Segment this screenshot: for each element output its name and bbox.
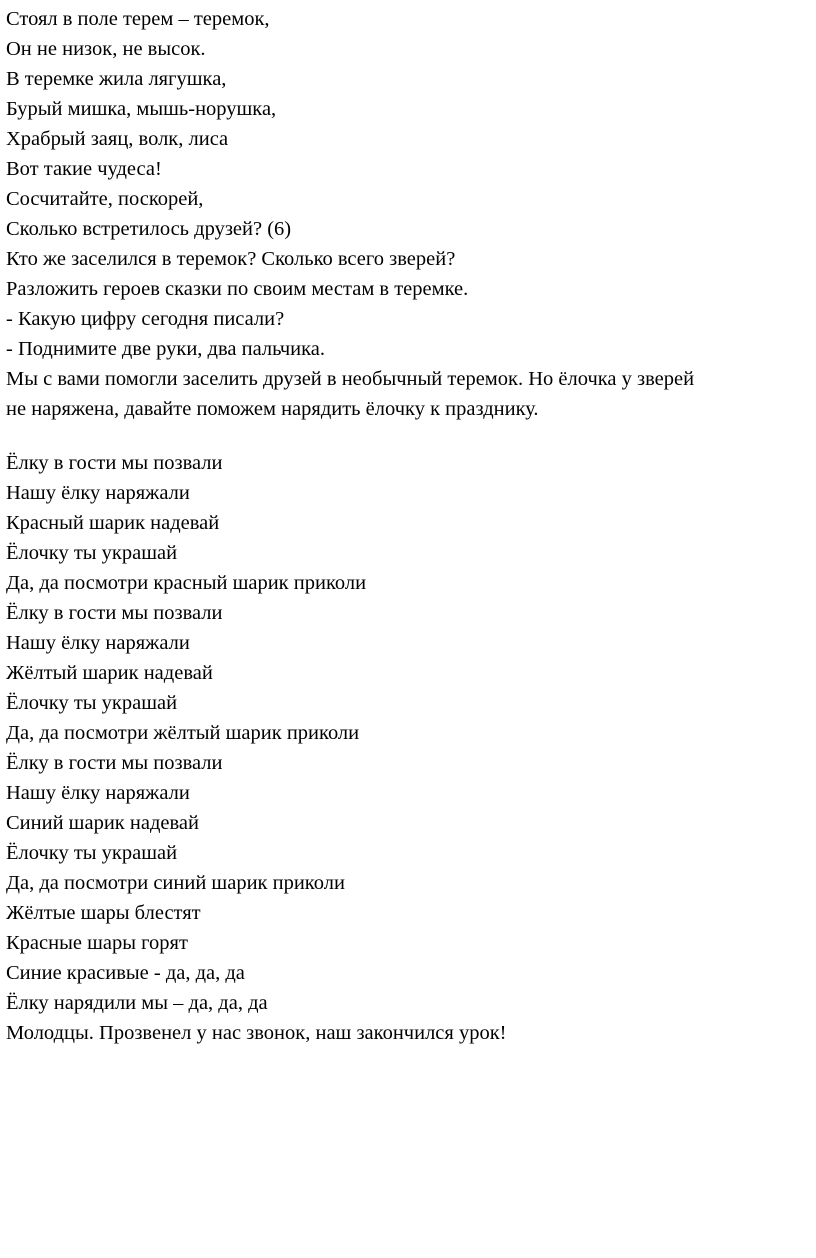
- text-line: Сосчитайте, поскорей,: [6, 188, 204, 210]
- text-line: Мы с вами помогли заселить друзей в необычный теремок. Но ёлочка у зверей: [6, 368, 695, 390]
- song-line: Ёлочку ты украшай: [6, 692, 178, 714]
- text-line: Он не низок, не высок.: [6, 38, 206, 60]
- text-line: - Поднимите две руки, два пальчика.: [6, 338, 326, 360]
- text-line: Бурый мишка, мышь-норушка,: [6, 98, 277, 120]
- text-line: Сколько встретилось друзей? (6): [6, 218, 292, 240]
- song-line: Ёлку нарядили мы – да, да, да: [6, 992, 268, 1014]
- text-line: - Какую цифру сегодня писали?: [6, 308, 285, 330]
- song-block: [6, 448, 816, 1048]
- song-line: Жёлтый шарик надевай: [6, 662, 213, 684]
- song-line: Красные шары горят: [6, 932, 188, 954]
- song-line: Нашу ёлку наряжали: [6, 782, 190, 804]
- verse-block: [6, 4, 816, 424]
- text-line: не наряжена, давайте поможем нарядить ёлочку к празднику.: [6, 398, 539, 420]
- song-line: Да, да посмотри красный шарик приколи: [6, 572, 367, 594]
- song-line: Жёлтые шары блестят: [6, 902, 201, 924]
- song-line: Да, да посмотри жёлтый шарик приколи: [6, 722, 360, 744]
- song-line: Синий шарик надевай: [6, 812, 199, 834]
- song-line: Красный шарик надевай: [6, 512, 220, 534]
- text-line: Кто же заселился в теремок? Сколько всего зверей?: [6, 248, 456, 270]
- text-line: Стоял в поле терем – теремок,: [6, 8, 270, 30]
- document-page: [6, 4, 816, 1048]
- song-line: Да, да посмотри синий шарик приколи: [6, 872, 345, 894]
- song-line: Нашу ёлку наряжали: [6, 632, 190, 654]
- text-line: Храбрый заяц, волк, лиса: [6, 128, 229, 150]
- song-line: Ёлку в гости мы позвали: [6, 602, 223, 624]
- song-line: Нашу ёлку наряжали: [6, 482, 190, 504]
- paragraph-gap: [6, 424, 816, 448]
- song-line: Ёлку в гости мы позвали: [6, 452, 223, 474]
- song-line: Ёлочку ты украшай: [6, 842, 178, 864]
- song-line: Ёлочку ты украшай: [6, 542, 178, 564]
- text-line: Разложить героев сказки по своим местам в теремке.: [6, 278, 469, 300]
- song-line: Ёлку в гости мы позвали: [6, 752, 223, 774]
- song-line: Синие красивые - да, да, да: [6, 962, 245, 984]
- text-line: Вот такие чудеса!: [6, 158, 162, 180]
- song-line: Молодцы. Прозвенел у нас звонок, наш закончился урок!: [6, 1022, 507, 1044]
- text-line: В теремке жила лягушка,: [6, 68, 227, 90]
